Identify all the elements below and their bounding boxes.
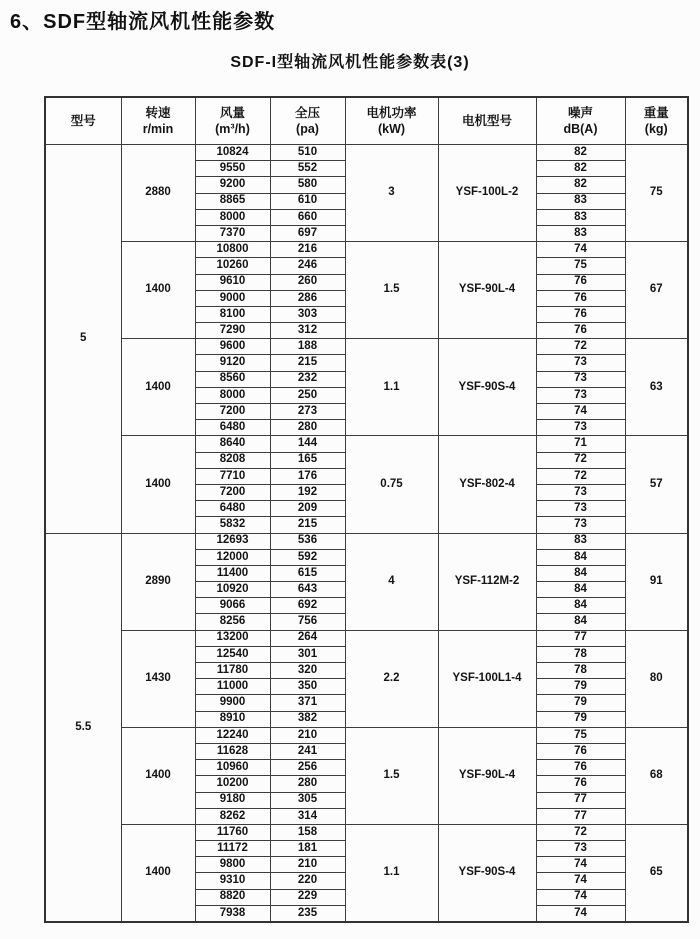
airflow-cell: 12240 [195, 727, 270, 743]
pressure-cell: 215 [270, 517, 345, 533]
speed-cell: 1400 [121, 824, 195, 922]
weight-cell: 80 [625, 630, 688, 727]
pressure-cell: 312 [270, 323, 345, 339]
noise-cell: 82 [536, 145, 625, 161]
noise-cell: 82 [536, 161, 625, 177]
noise-cell: 73 [536, 355, 625, 371]
airflow-cell: 8640 [195, 436, 270, 452]
pressure-cell: 181 [270, 841, 345, 857]
airflow-cell: 8820 [195, 889, 270, 905]
airflow-cell: 9180 [195, 792, 270, 808]
motor-model-cell: YSF-100L1-4 [438, 630, 536, 727]
power-cell: 1.1 [345, 339, 438, 436]
airflow-cell: 9610 [195, 274, 270, 290]
pressure-cell: 692 [270, 598, 345, 614]
airflow-cell: 11628 [195, 743, 270, 759]
pressure-cell: 286 [270, 290, 345, 306]
pressure-cell: 697 [270, 225, 345, 241]
pressure-cell: 615 [270, 565, 345, 581]
noise-cell: 75 [536, 727, 625, 743]
pressure-cell: 273 [270, 404, 345, 420]
noise-cell: 73 [536, 484, 625, 500]
noise-cell: 77 [536, 808, 625, 824]
airflow-cell: 11000 [195, 679, 270, 695]
pressure-cell: 580 [270, 177, 345, 193]
pressure-cell: 660 [270, 209, 345, 225]
weight-cell: 63 [625, 339, 688, 436]
pressure-cell: 215 [270, 355, 345, 371]
pressure-cell: 280 [270, 420, 345, 436]
airflow-cell: 9000 [195, 290, 270, 306]
airflow-cell: 7290 [195, 323, 270, 339]
speed-cell: 1400 [121, 436, 195, 533]
fan-performance-table [44, 96, 689, 923]
noise-cell: 83 [536, 533, 625, 549]
airflow-cell: 8000 [195, 209, 270, 225]
weight-cell: 68 [625, 727, 688, 824]
airflow-cell: 10960 [195, 760, 270, 776]
airflow-cell: 8000 [195, 387, 270, 403]
header-cell-weight [625, 97, 688, 145]
power-cell: 1.5 [345, 242, 438, 339]
noise-cell: 73 [536, 841, 625, 857]
header-label: 风量 [219, 105, 245, 120]
pressure-cell: 510 [270, 145, 345, 161]
noise-cell: 74 [536, 242, 625, 258]
speed-cell: 1400 [121, 727, 195, 824]
header-unit: (m³/h) [215, 122, 250, 136]
table-row [45, 145, 688, 161]
power-cell: 2.2 [345, 630, 438, 727]
pressure-cell: 229 [270, 889, 345, 905]
noise-cell: 74 [536, 857, 625, 873]
airflow-cell: 10200 [195, 776, 270, 792]
noise-cell: 76 [536, 760, 625, 776]
header-cell-speed [121, 97, 195, 145]
power-cell: 4 [345, 533, 438, 630]
pressure-cell: 250 [270, 387, 345, 403]
weight-cell: 67 [625, 242, 688, 339]
pressure-cell: 305 [270, 792, 345, 808]
weight-cell: 57 [625, 436, 688, 533]
pressure-cell: 371 [270, 695, 345, 711]
airflow-cell: 12693 [195, 533, 270, 549]
weight-cell: 75 [625, 145, 688, 242]
header-cell-power [345, 97, 438, 145]
noise-cell: 76 [536, 776, 625, 792]
header-unit: r/min [142, 122, 174, 136]
noise-cell: 72 [536, 824, 625, 840]
header-cell-motor-model [438, 97, 536, 145]
noise-cell: 79 [536, 695, 625, 711]
airflow-cell: 7200 [195, 484, 270, 500]
noise-cell: 82 [536, 177, 625, 193]
pressure-cell: 235 [270, 905, 345, 922]
pressure-cell: 209 [270, 501, 345, 517]
pressure-cell: 188 [270, 339, 345, 355]
motor-model-cell: YSF-90S-4 [438, 339, 536, 436]
weight-cell: 65 [625, 824, 688, 922]
noise-cell: 72 [536, 339, 625, 355]
noise-cell: 77 [536, 792, 625, 808]
table-header [45, 97, 688, 145]
noise-cell: 76 [536, 323, 625, 339]
table-row [45, 824, 688, 840]
airflow-cell: 12000 [195, 549, 270, 565]
noise-cell: 75 [536, 258, 625, 274]
motor-model-cell: YSF-90L-4 [438, 727, 536, 824]
pressure-cell: 232 [270, 371, 345, 387]
airflow-cell: 12540 [195, 646, 270, 662]
pressure-cell: 220 [270, 873, 345, 889]
noise-cell: 72 [536, 468, 625, 484]
airflow-cell: 9066 [195, 598, 270, 614]
header-unit: (kW) [377, 122, 406, 136]
noise-cell: 73 [536, 501, 625, 517]
airflow-cell: 13200 [195, 630, 270, 646]
pressure-cell: 320 [270, 663, 345, 679]
airflow-cell: 9900 [195, 695, 270, 711]
header-label: 转速 [145, 105, 171, 120]
airflow-cell: 9200 [195, 177, 270, 193]
noise-cell: 84 [536, 565, 625, 581]
noise-cell: 74 [536, 889, 625, 905]
noise-cell: 84 [536, 598, 625, 614]
noise-cell: 83 [536, 209, 625, 225]
airflow-cell: 9600 [195, 339, 270, 355]
airflow-cell: 8910 [195, 711, 270, 727]
noise-cell: 84 [536, 549, 625, 565]
airflow-cell: 7710 [195, 468, 270, 484]
noise-cell: 74 [536, 905, 625, 922]
header-cell-model [45, 97, 121, 145]
airflow-cell: 8262 [195, 808, 270, 824]
airflow-cell: 8865 [195, 193, 270, 209]
motor-model-cell: YSF-90S-4 [438, 824, 536, 922]
pressure-cell: 264 [270, 630, 345, 646]
noise-cell: 76 [536, 274, 625, 290]
airflow-cell: 7938 [195, 905, 270, 922]
airflow-cell: 10800 [195, 242, 270, 258]
motor-model-cell: YSF-802-4 [438, 436, 536, 533]
header-label: 全压 [294, 105, 320, 120]
power-cell: 1.1 [345, 824, 438, 922]
airflow-cell: 9120 [195, 355, 270, 371]
noise-cell: 74 [536, 404, 625, 420]
pressure-cell: 241 [270, 743, 345, 759]
pressure-cell: 592 [270, 549, 345, 565]
table-row [45, 436, 688, 452]
airflow-cell: 10920 [195, 582, 270, 598]
table-row [45, 727, 688, 743]
noise-cell: 79 [536, 679, 625, 695]
noise-cell: 72 [536, 452, 625, 468]
pressure-cell: 176 [270, 468, 345, 484]
power-cell: 3 [345, 145, 438, 242]
header-cell-noise [536, 97, 625, 145]
pressure-cell: 260 [270, 274, 345, 290]
header-cell-pressure [270, 97, 345, 145]
noise-cell: 76 [536, 743, 625, 759]
header-unit: (pa) [296, 122, 319, 136]
pressure-cell: 756 [270, 614, 345, 630]
model-cell: 5 [45, 145, 121, 534]
pressure-cell: 158 [270, 824, 345, 840]
airflow-cell: 9800 [195, 857, 270, 873]
pressure-cell: 303 [270, 306, 345, 322]
pressure-cell: 192 [270, 484, 345, 500]
noise-cell: 83 [536, 193, 625, 209]
table-subtitle: SDF-I型轴流风机性能参数表(3) [230, 54, 470, 71]
airflow-cell: 8256 [195, 614, 270, 630]
noise-cell: 74 [536, 873, 625, 889]
pressure-cell: 144 [270, 436, 345, 452]
weight-cell: 91 [625, 533, 688, 630]
pressure-cell: 165 [270, 452, 345, 468]
motor-model-cell: YSF-112M-2 [438, 533, 536, 630]
page-title: 6、SDF型轴流风机性能参数 [10, 11, 276, 33]
power-cell: 0.75 [345, 436, 438, 533]
airflow-cell: 8560 [195, 371, 270, 387]
motor-model-cell: YSF-100L-2 [438, 145, 536, 242]
speed-cell: 1400 [121, 339, 195, 436]
pressure-cell: 536 [270, 533, 345, 549]
noise-cell: 73 [536, 371, 625, 387]
pressure-cell: 610 [270, 193, 345, 209]
noise-cell: 71 [536, 436, 625, 452]
pressure-cell: 216 [270, 242, 345, 258]
pressure-cell: 210 [270, 727, 345, 743]
power-cell: 1.5 [345, 727, 438, 824]
table-body [45, 145, 688, 923]
airflow-cell: 6480 [195, 420, 270, 436]
noise-cell: 78 [536, 663, 625, 679]
noise-cell: 77 [536, 630, 625, 646]
header-label: 噪声 [567, 105, 593, 120]
noise-cell: 84 [536, 614, 625, 630]
noise-cell: 76 [536, 306, 625, 322]
header-unit: (kg) [644, 122, 668, 136]
pressure-cell: 256 [270, 760, 345, 776]
noise-cell: 73 [536, 387, 625, 403]
pressure-cell: 552 [270, 161, 345, 177]
motor-model-cell: YSF-90L-4 [438, 242, 536, 339]
header-label: 型号 [70, 113, 96, 128]
airflow-cell: 11400 [195, 565, 270, 581]
pressure-cell: 382 [270, 711, 345, 727]
pressure-cell: 643 [270, 582, 345, 598]
header-unit: dB(A) [563, 122, 598, 136]
noise-cell: 73 [536, 420, 625, 436]
airflow-cell: 8100 [195, 306, 270, 322]
table-row [45, 242, 688, 258]
noise-cell: 76 [536, 290, 625, 306]
table-row [45, 533, 688, 549]
pressure-cell: 350 [270, 679, 345, 695]
airflow-cell: 11780 [195, 663, 270, 679]
airflow-cell: 9310 [195, 873, 270, 889]
noise-cell: 73 [536, 517, 625, 533]
airflow-cell: 11760 [195, 824, 270, 840]
header-cell-airflow [195, 97, 270, 145]
speed-cell: 1430 [121, 630, 195, 727]
model-cell: 5.5 [45, 533, 121, 922]
pressure-cell: 280 [270, 776, 345, 792]
airflow-cell: 10260 [195, 258, 270, 274]
airflow-cell: 9550 [195, 161, 270, 177]
pressure-cell: 210 [270, 857, 345, 873]
speed-cell: 2890 [121, 533, 195, 630]
airflow-cell: 11172 [195, 841, 270, 857]
pressure-cell: 314 [270, 808, 345, 824]
table-row [45, 339, 688, 355]
speed-cell: 1400 [121, 242, 195, 339]
airflow-cell: 7370 [195, 225, 270, 241]
header-label: 电机型号 [461, 113, 512, 128]
header-row [45, 97, 688, 145]
airflow-cell: 10824 [195, 145, 270, 161]
table-row [45, 630, 688, 646]
header-label: 重量 [643, 105, 669, 120]
noise-cell: 78 [536, 646, 625, 662]
pressure-cell: 246 [270, 258, 345, 274]
airflow-cell: 8208 [195, 452, 270, 468]
header-label: 电机功率 [366, 105, 417, 120]
airflow-cell: 5832 [195, 517, 270, 533]
airflow-cell: 7200 [195, 404, 270, 420]
airflow-cell: 6480 [195, 501, 270, 517]
pressure-cell: 301 [270, 646, 345, 662]
noise-cell: 79 [536, 711, 625, 727]
speed-cell: 2880 [121, 145, 195, 242]
noise-cell: 83 [536, 225, 625, 241]
noise-cell: 84 [536, 582, 625, 598]
